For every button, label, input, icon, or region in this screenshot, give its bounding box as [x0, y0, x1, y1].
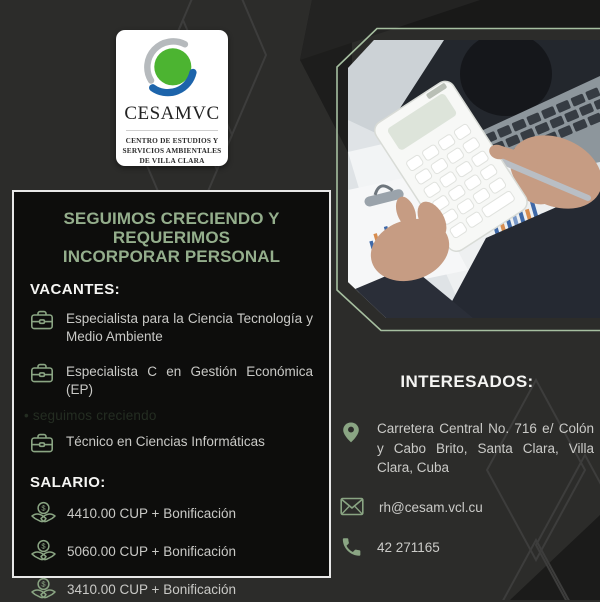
- email-row: [340, 497, 594, 518]
- dollar-glyph: $: [41, 504, 46, 514]
- dollar-glyph: $: [41, 542, 46, 552]
- logo-subtitle: CENTRO DE ESTUDIOS Y SERVICIOS AMBIENTALES DE VILLA CLARA: [122, 136, 222, 166]
- salary-text: 4410.00 CUP + Bonificación: [67, 506, 236, 522]
- vacantes-heading: VACANTES:: [30, 280, 120, 298]
- location-pin-icon: [340, 420, 362, 446]
- briefcase-icon: [30, 362, 54, 384]
- salary-item: [30, 501, 313, 526]
- cesamvc-logo-icon: [130, 37, 214, 101]
- announcement-card: [12, 190, 331, 598]
- vacancy-text: Especialista C en Gestión Económica (EP): [66, 364, 313, 398]
- money-handshake-icon: [30, 577, 57, 602]
- salary-text: 5060.00 CUP + Bonificación: [67, 544, 236, 560]
- dollar-glyph: $: [41, 580, 46, 590]
- vacancy-text: Especialista para la Ciencia Tecnología y Medio Ambiente: [66, 310, 313, 344]
- interesados-heading: INTERESADOS:: [400, 372, 534, 391]
- money-handshake-icon: [30, 501, 57, 526]
- logo-card: [116, 30, 228, 166]
- money-handshake-icon: [30, 539, 57, 564]
- logo-divider: [126, 130, 218, 131]
- photo-calculator: [348, 40, 600, 318]
- salary-text: 3410.00 CUP + Bonificación: [67, 582, 236, 598]
- phone-row: [340, 536, 594, 558]
- top-dark-wedge: [300, 0, 352, 160]
- vacancy-item: [30, 308, 313, 346]
- photo-scene: [348, 40, 600, 318]
- vacancy-item: [30, 431, 313, 454]
- phone-text: 42 271165: [377, 539, 440, 555]
- email-text: rh@cesam.vcl.cu: [379, 499, 483, 515]
- address-row: [340, 418, 594, 478]
- phone-icon: [340, 536, 362, 558]
- card-title: SEGUIMOS CRECIENDO Y REQUERIMOS INCORPORAR PERSONAL: [62, 209, 281, 267]
- vacancy-text: Técnico en Ciencias Informáticas: [66, 434, 265, 450]
- envelope-icon: [340, 497, 364, 516]
- briefcase-icon: [30, 432, 54, 454]
- salary-item: [30, 539, 313, 564]
- vacancy-item: [30, 361, 313, 399]
- briefcase-icon: [30, 309, 54, 331]
- address-text: Carretera Central No. 716 e/ Colón y Cabo Brito, Santa Clara, Villa Clara, Cuba: [377, 421, 594, 476]
- logo-name: CESAMVC: [124, 103, 220, 125]
- salary-item: [30, 577, 313, 602]
- contact-section: [340, 372, 594, 577]
- salario-heading: SALARIO:: [30, 474, 106, 492]
- top-dark-band: [312, 0, 600, 29]
- ghost-watermark-text: • seguimos creciendo: [24, 408, 157, 424]
